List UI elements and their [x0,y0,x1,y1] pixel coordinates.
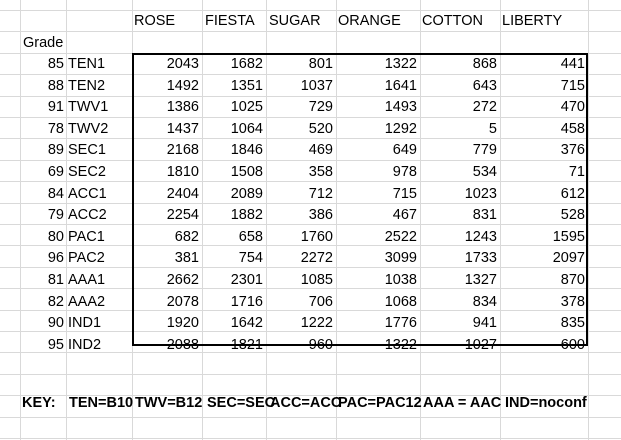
value-cell[interactable]: 441 [560,56,585,72]
value-cell[interactable]: 1595 [552,229,585,245]
grade-cell[interactable]: 90 [47,315,64,331]
code-cell[interactable]: PAC1 [68,229,105,245]
key-item[interactable]: IND=noconf [505,395,587,411]
column-header-orange[interactable]: ORANGE [338,13,401,29]
value-cell[interactable]: 2078 [166,294,199,310]
value-cell[interactable]: 612 [560,186,585,202]
value-cell[interactable]: 1351 [230,78,263,94]
value-cell[interactable]: 2254 [166,207,199,223]
grade-cell[interactable]: 79 [47,207,64,223]
code-cell[interactable]: TWV2 [68,121,109,137]
value-cell[interactable]: 1027 [464,337,497,353]
code-cell[interactable]: IND1 [68,315,102,331]
value-cell[interactable]: 1716 [230,294,263,310]
value-cell[interactable]: 801 [308,56,333,72]
value-cell[interactable]: 71 [568,164,585,180]
value-cell[interactable]: 470 [560,99,585,115]
grade-cell[interactable]: 96 [47,250,64,266]
value-cell[interactable]: 1641 [384,78,417,94]
value-cell[interactable]: 2522 [384,229,417,245]
value-cell[interactable]: 1492 [166,78,199,94]
code-cell[interactable]: ACC1 [68,186,107,202]
value-cell[interactable]: 1292 [384,121,417,137]
value-cell[interactable]: 1437 [166,121,199,137]
row-gridline [0,374,621,375]
value-cell[interactable]: 1037 [300,78,333,94]
value-cell[interactable]: 1776 [384,315,417,331]
value-cell[interactable]: 467 [392,207,417,223]
grade-header[interactable]: Grade [23,35,64,51]
value-cell[interactable]: 1882 [230,207,263,223]
column-header-cotton[interactable]: COTTON [422,13,483,29]
grade-cell[interactable]: 89 [47,142,64,158]
value-cell[interactable]: 1038 [384,272,417,288]
value-cell[interactable]: 835 [560,315,585,331]
value-cell[interactable]: 1810 [166,164,199,180]
value-cell[interactable]: 1023 [464,186,497,202]
value-cell[interactable]: 658 [238,229,263,245]
value-cell[interactable]: 378 [560,294,585,310]
row-gridline [0,438,621,439]
value-cell[interactable]: 1243 [464,229,497,245]
code-cell[interactable]: TWV1 [68,99,109,115]
code-cell[interactable]: SEC2 [68,164,106,180]
value-cell[interactable]: 2301 [230,272,263,288]
value-cell[interactable]: 1642 [230,315,263,331]
key-item[interactable]: AAA = AAC [423,395,502,411]
code-cell[interactable]: TEN1 [68,56,106,72]
value-cell[interactable]: 715 [560,78,585,94]
code-cell[interactable]: AAA2 [68,294,106,310]
column-header-fiesta[interactable]: FIESTA [205,13,255,29]
column-header-rose[interactable]: ROSE [134,13,176,29]
value-cell[interactable]: 1025 [230,99,263,115]
value-cell[interactable]: 706 [308,294,333,310]
value-cell[interactable]: 469 [308,142,333,158]
grade-cell[interactable]: 69 [47,164,64,180]
value-cell[interactable]: 729 [308,99,333,115]
grade-cell[interactable]: 82 [47,294,64,310]
value-cell[interactable]: 358 [308,164,333,180]
value-cell[interactable]: 1846 [230,142,263,158]
value-cell[interactable]: 381 [174,250,199,266]
value-cell[interactable]: 779 [472,142,497,158]
code-cell[interactable]: IND2 [68,337,102,353]
value-cell[interactable]: 978 [392,164,417,180]
value-cell[interactable]: 1068 [384,294,417,310]
value-cell[interactable]: 2662 [166,272,199,288]
value-cell[interactable]: 272 [472,99,497,115]
value-cell[interactable]: 649 [392,142,417,158]
value-cell[interactable]: 376 [560,142,585,158]
grade-cell[interactable]: 78 [47,121,64,137]
value-cell[interactable]: 1493 [384,99,417,115]
value-cell[interactable]: 834 [472,294,497,310]
value-cell[interactable]: 1085 [300,272,333,288]
value-cell[interactable]: 600 [560,337,585,353]
value-cell[interactable]: 2043 [166,56,199,72]
value-cell[interactable]: 2088 [166,337,199,353]
value-cell[interactable]: 1733 [464,250,497,266]
value-cell[interactable]: 528 [560,207,585,223]
value-cell[interactable]: 1682 [230,56,263,72]
grade-cell[interactable]: 91 [47,99,64,115]
value-cell[interactable]: 1222 [300,315,333,331]
value-cell[interactable]: 2272 [300,250,333,266]
value-cell[interactable]: 3099 [384,250,417,266]
key-item[interactable]: ACC=ACC [270,395,342,411]
value-cell[interactable]: 941 [472,315,497,331]
code-cell[interactable]: PAC2 [68,250,105,266]
grade-cell[interactable]: 81 [47,272,64,288]
value-cell[interactable]: 1322 [384,337,417,353]
column-header-sugar[interactable]: SUGAR [269,13,321,29]
key-item[interactable]: SEC=SEC [207,395,276,411]
value-cell[interactable]: 831 [472,207,497,223]
value-cell[interactable]: 1327 [464,272,497,288]
value-cell[interactable]: 712 [308,186,333,202]
value-cell[interactable]: 1386 [166,99,199,115]
value-cell[interactable]: 2089 [230,186,263,202]
value-cell[interactable]: 715 [392,186,417,202]
value-cell[interactable]: 1322 [384,56,417,72]
code-cell[interactable]: ACC2 [68,207,107,223]
code-cell[interactable]: AAA1 [68,272,106,288]
value-cell[interactable]: 754 [238,250,263,266]
value-cell[interactable]: 458 [560,121,585,137]
value-cell[interactable]: 960 [308,337,333,353]
value-cell[interactable]: 1760 [300,229,333,245]
grade-cell[interactable]: 85 [47,56,64,72]
value-cell[interactable]: 520 [308,121,333,137]
column-header-liberty[interactable]: LIBERTY [502,13,563,29]
value-cell[interactable]: 643 [472,78,497,94]
code-cell[interactable]: SEC1 [68,142,106,158]
value-cell[interactable]: 2168 [166,142,199,158]
grade-cell[interactable]: 80 [47,229,64,245]
row-gridline [0,417,621,418]
value-cell[interactable]: 1064 [230,121,263,137]
value-cell[interactable]: 1821 [230,337,263,353]
value-cell[interactable]: 682 [174,229,199,245]
grade-cell[interactable]: 84 [47,186,64,202]
key-item[interactable]: PAC=PAC12 [338,395,422,411]
grade-cell[interactable]: 88 [47,78,64,94]
key-item[interactable]: TWV=B12 [135,395,203,411]
value-cell[interactable]: 534 [472,164,497,180]
value-cell[interactable]: 2404 [166,186,199,202]
value-cell[interactable]: 1920 [166,315,199,331]
value-cell[interactable]: 2097 [552,250,585,266]
key-label[interactable]: KEY: [22,395,56,411]
grade-cell[interactable]: 95 [47,337,64,353]
value-cell[interactable]: 5 [488,121,497,137]
value-cell[interactable]: 868 [472,56,497,72]
value-cell[interactable]: 386 [308,207,333,223]
key-item[interactable]: TEN=B10 [69,395,134,411]
value-cell[interactable]: 870 [560,272,585,288]
code-cell[interactable]: TEN2 [68,78,106,94]
value-cell[interactable]: 1508 [230,164,263,180]
